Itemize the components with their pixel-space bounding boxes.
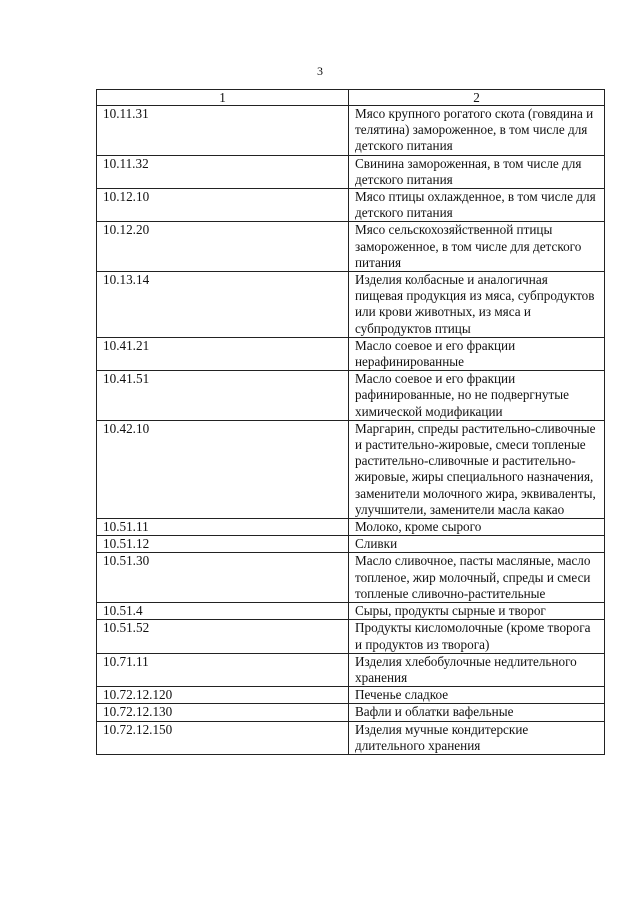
table-row [97, 420, 605, 518]
code-cell: 10.51.30 [97, 553, 349, 603]
description-cell: Изделия мучные кондитерские длительного хранения [349, 721, 605, 754]
code-cell: 10.51.11 [97, 519, 349, 536]
code-cell: 10.51.4 [97, 603, 349, 620]
table-row [97, 553, 605, 603]
table-row [97, 620, 605, 653]
code-cell: 10.11.32 [97, 155, 349, 188]
description-cell: Вафли и облатки вафельные [349, 704, 605, 721]
description-cell: Продукты кисломолочные (кроме творога и продуктов из творога) [349, 620, 605, 653]
description-cell: Молоко, кроме сырого [349, 519, 605, 536]
table-row [97, 603, 605, 620]
description-cell: Масло сливочное, пасты масляные, масло топленое, жир молочный, спреды и смеси топленые сливочно-растительные [349, 553, 605, 603]
code-cell: 10.41.51 [97, 371, 349, 421]
description-cell: Мясо крупного рогатого скота (говядина и телятина) замороженное, в том числе для детского питания [349, 106, 605, 156]
code-cell: 10.72.12.120 [97, 687, 349, 704]
table-row [97, 519, 605, 536]
description-cell: Мясо сельскохозяйственной птицы замороженное, в том числе для детского питания [349, 222, 605, 272]
table-row [97, 272, 605, 338]
description-cell: Мясо птицы охлажденное, в том числе для детского питания [349, 189, 605, 222]
table-row [97, 721, 605, 754]
table-row [97, 704, 605, 721]
code-cell: 10.12.10 [97, 189, 349, 222]
table-row [97, 337, 605, 370]
code-cell: 10.71.11 [97, 653, 349, 686]
table-row [97, 653, 605, 686]
product-code-table [96, 89, 605, 755]
description-cell: Масло соевое и его фракции нерафинированные [349, 337, 605, 370]
code-cell: 10.41.21 [97, 337, 349, 370]
description-cell: Печенье сладкое [349, 687, 605, 704]
table-row [97, 687, 605, 704]
table-row [97, 371, 605, 421]
description-cell: Изделия хлебобулочные недлительного хранения [349, 653, 605, 686]
column-header-1: 1 [97, 90, 349, 106]
code-cell: 10.13.14 [97, 272, 349, 338]
code-cell: 10.12.20 [97, 222, 349, 272]
table-row [97, 222, 605, 272]
page-number: 3 [317, 64, 323, 78]
code-cell: 10.42.10 [97, 420, 349, 518]
description-cell: Маргарин, спреды растительно-сливочные и растительно-жировые, смеси топленые растительно-сливочные и растительно-жировые, жиры специального назначения, заменители молочного жира, эквиваленты, улучшители, заменители масла какао [349, 420, 605, 518]
description-cell: Сливки [349, 536, 605, 553]
code-cell: 10.72.12.150 [97, 721, 349, 754]
code-cell: 10.72.12.130 [97, 704, 349, 721]
description-cell: Масло соевое и его фракции рафинированные, но не подвергнутые химической модификации [349, 371, 605, 421]
description-cell: Сыры, продукты сырные и творог [349, 603, 605, 620]
code-cell: 10.51.12 [97, 536, 349, 553]
table-row [97, 155, 605, 188]
description-cell: Свинина замороженная, в том числе для детского питания [349, 155, 605, 188]
code-cell: 10.51.52 [97, 620, 349, 653]
table-row [97, 536, 605, 553]
description-cell: Изделия колбасные и аналогичная пищевая продукция из мяса, субпродуктов или крови животных, из мяса и субпродуктов птицы [349, 272, 605, 338]
column-header-2: 2 [349, 90, 605, 106]
table-header-row [97, 90, 605, 106]
table-row [97, 106, 605, 156]
table-row [97, 189, 605, 222]
code-cell: 10.11.31 [97, 106, 349, 156]
